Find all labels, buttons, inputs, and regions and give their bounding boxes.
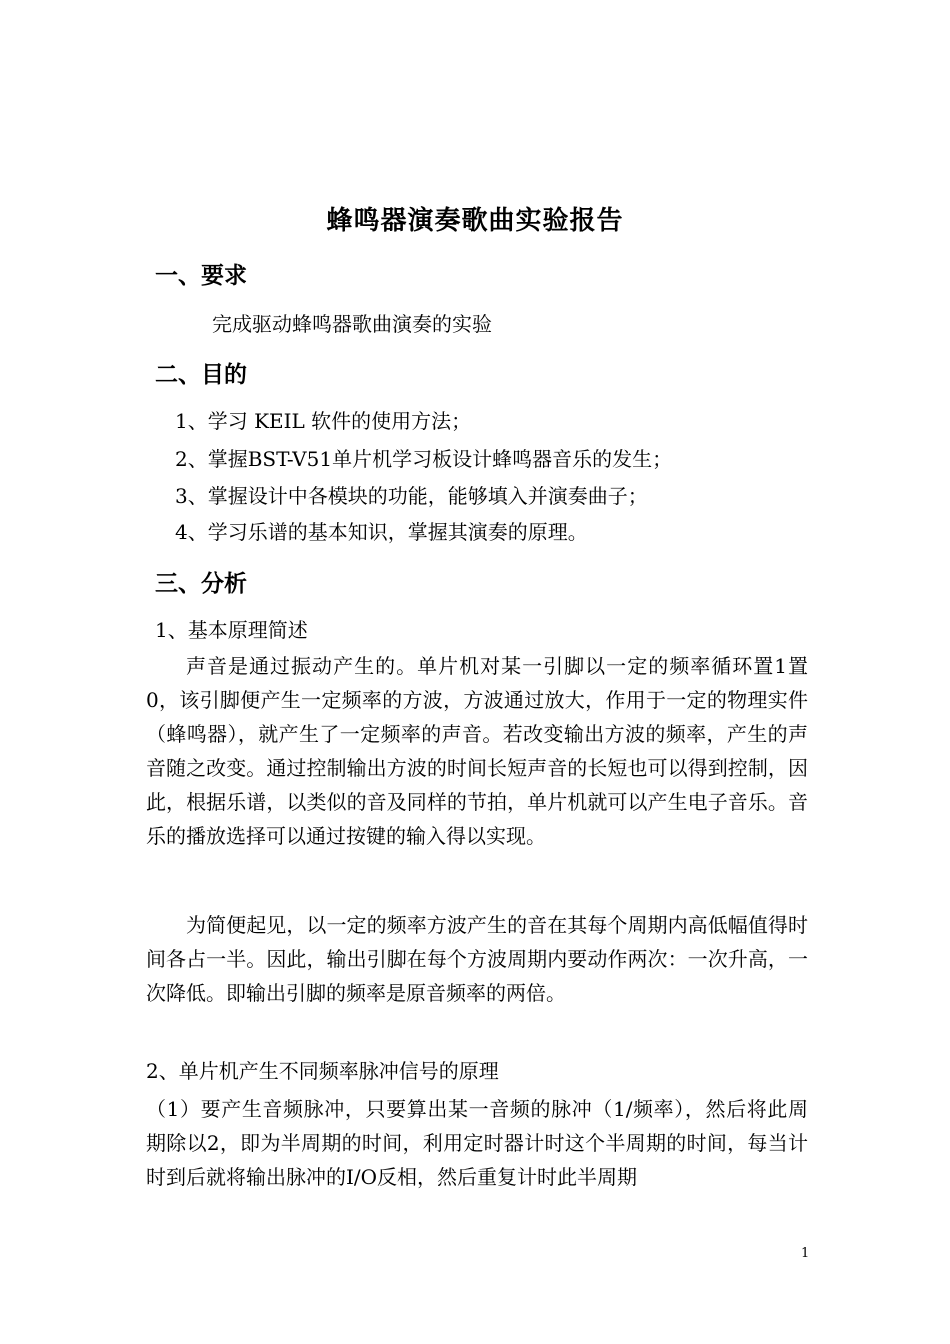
heading-purpose: 二、目的 [155, 361, 247, 388]
analysis-paragraph-3: （1）要产生音频脉冲，只要算出某一音频的脉冲（1/频率），然后将此周期除以2，即为半周期的时间，利用定时器计时这个半周期的时间，每当计时到后就将输出脉冲的I/O反相，然后重复计时此半周期 [146, 1097, 808, 1189]
report-title: 蜂鸣器演奏歌曲实验报告 [326, 206, 624, 236]
purpose-item-2: 2、掌握BST-V51单片机学习板设计蜂鸣器音乐的发生； [175, 447, 673, 471]
analysis-paragraph-1: 声音是通过振动产生的。单片机对某一引脚以一定的频率循环置1置0，该引脚便产生一定频率的方波，方波通过放大，作用于一定的物理实件（蜂鸣器），就产生了一定频率的声音。若改变输出方波的频率，产生的声音随之改变。通过控制输出方波的时间长短声音的长短也可以得到控制，因此，根据乐谱，以类似的音及同样的节拍，单片机就可以产生电子音乐。音乐的播放选择可以通过按键的输入得以实现。 [146, 654, 808, 848]
page-number: 1 [801, 1246, 810, 1261]
heading-requirement: 一、要求 [155, 262, 247, 289]
analysis-subtitle-2: 2、单片机产生不同频率脉冲信号的原理 [146, 1059, 499, 1083]
purpose-item-1: 1、学习 KEIL 软件的使用方法； [175, 409, 472, 433]
heading-analysis: 三、分析 [155, 570, 247, 597]
purpose-item-3: 3、掌握设计中各模块的功能，能够填入并演奏曲子； [175, 484, 648, 508]
analysis-paragraph-2: 为简便起见，以一定的频率方波产生的音在其每个周期内高低幅值得时间各占一半。因此，输出引脚在每个方波周期内要动作两次：一次升高，一次降低。即输出引脚的频率是原音频率的两倍。 [146, 913, 808, 1005]
purpose-item-4: 4、学习乐谱的基本知识，掌握其演奏的原理。 [175, 520, 588, 544]
requirement-text: 完成驱动蜂鸣器歌曲演奏的实验 [212, 312, 492, 336]
analysis-subtitle-1: 1、基本原理简述 [155, 618, 308, 642]
